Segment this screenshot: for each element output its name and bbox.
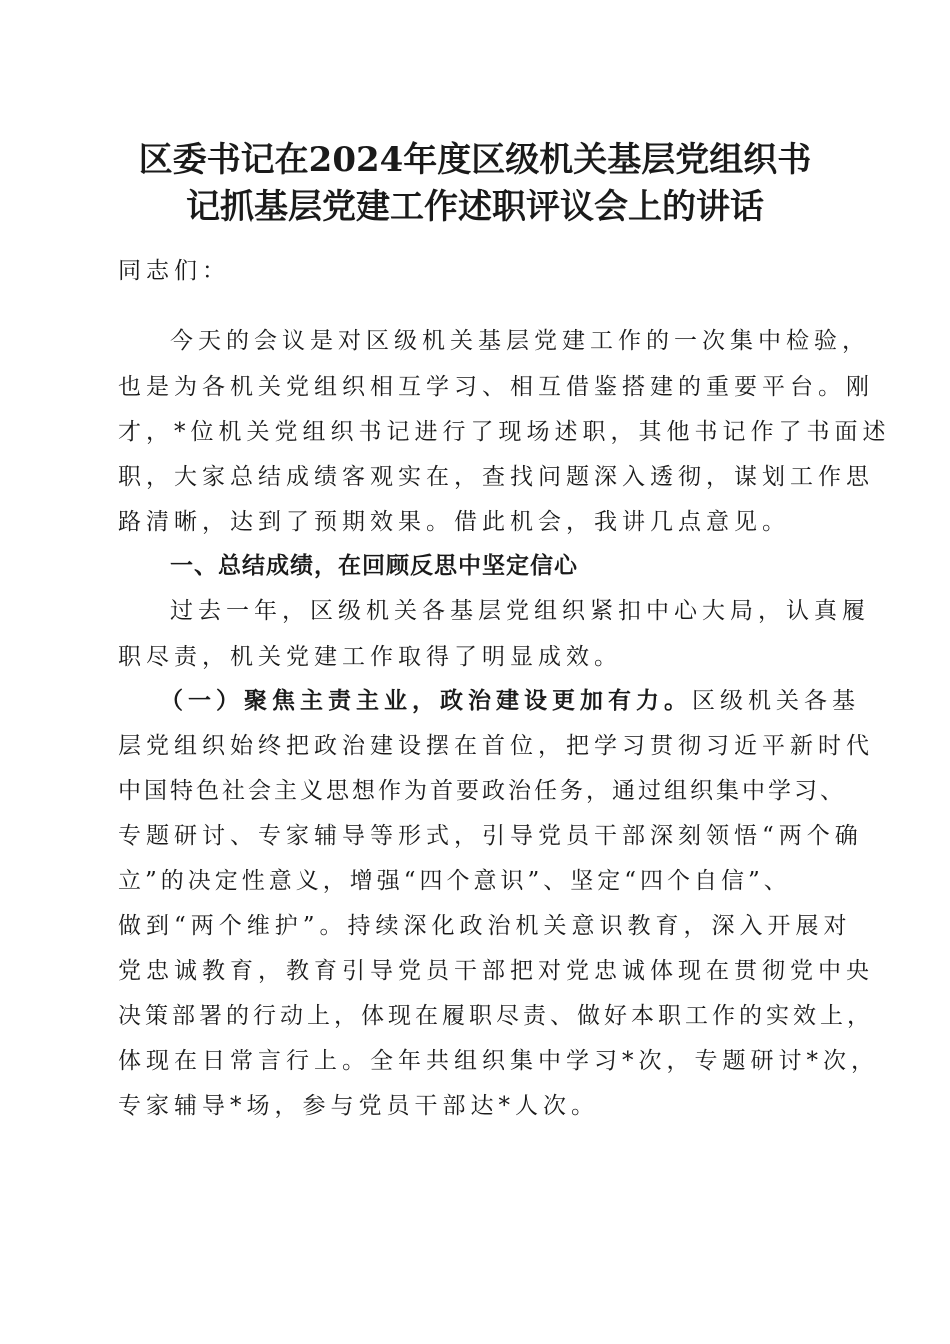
paragraph-2-line-2: 职尽责，机关党建工作取得了明显成效。 [118, 644, 622, 670]
subsection-1-heading: （一）聚焦主责主业，政治建设更加有力。 [160, 687, 692, 714]
paragraph-3-line-6: 做到“两个维护”。持续深化政治机关意识教育，深入开展对 [118, 913, 852, 939]
paragraph-3-line-10: 专家辅导*场，参与党员干部达*人次。 [118, 1093, 599, 1119]
paragraph-1-line-3: 才，*位机关党组织书记进行了现场述职，其他书记作了书面述 [118, 419, 891, 445]
paragraph-3-line-2: 层党组织始终把政治建设摆在首位，把学习贯彻习近平新时代 [118, 733, 874, 759]
paragraph-1-line-1: 今天的会议是对区级机关基层党建工作的一次集中检验， [170, 328, 870, 354]
document-title-line-1: 区委书记在2024年度区级机关基层党组织书 [138, 140, 812, 180]
paragraph-3-line-9: 体现在日常言行上。全年共组织集中学习*次，专题研讨*次， [118, 1048, 879, 1074]
paragraph-3-line-8: 决策部署的行动上，体现在履职尽责、做好本职工作的实效上， [118, 1003, 874, 1029]
paragraph-2-line-1: 过去一年，区级机关各基层党组织紧扣中心大局，认真履 [170, 598, 870, 624]
paragraph-3-line-7: 党忠诚教育，教育引导党员干部把对党忠诚体现在贯彻党中央 [118, 958, 874, 984]
document-title-line-2: 记抓基层党建工作述职评议会上的讲话 [186, 187, 764, 227]
paragraph-3-line-3: 中国特色社会主义思想作为首要政治任务，通过组织集中学习、 [118, 778, 846, 804]
paragraph-1-line-4: 职，大家总结成绩客观实在，查找问题深入透彻，谋划工作思 [118, 464, 874, 490]
paragraph-3-line-1-rest: 区级机关各基 [692, 688, 860, 714]
section-1-heading: 一、总结成绩，在回顾反思中坚定信心 [170, 553, 578, 579]
paragraph-3-line-1 [160, 686, 860, 716]
paragraph-3-line-5: 立”的决定性意义，增强“四个意识”、坚定“四个自信”、 [118, 868, 791, 894]
paragraph-1-line-5: 路清晰，达到了预期效果。借此机会，我讲几点意见。 [118, 509, 790, 535]
salutation: 同志们： [118, 258, 230, 284]
paragraph-3-line-4: 专题研讨、专家辅导等形式，引导党员干部深刻领悟“两个确 [118, 823, 863, 849]
paragraph-1-line-2: 也是为各机关党组织相互学习、相互借鉴搭建的重要平台。刚 [118, 374, 874, 400]
